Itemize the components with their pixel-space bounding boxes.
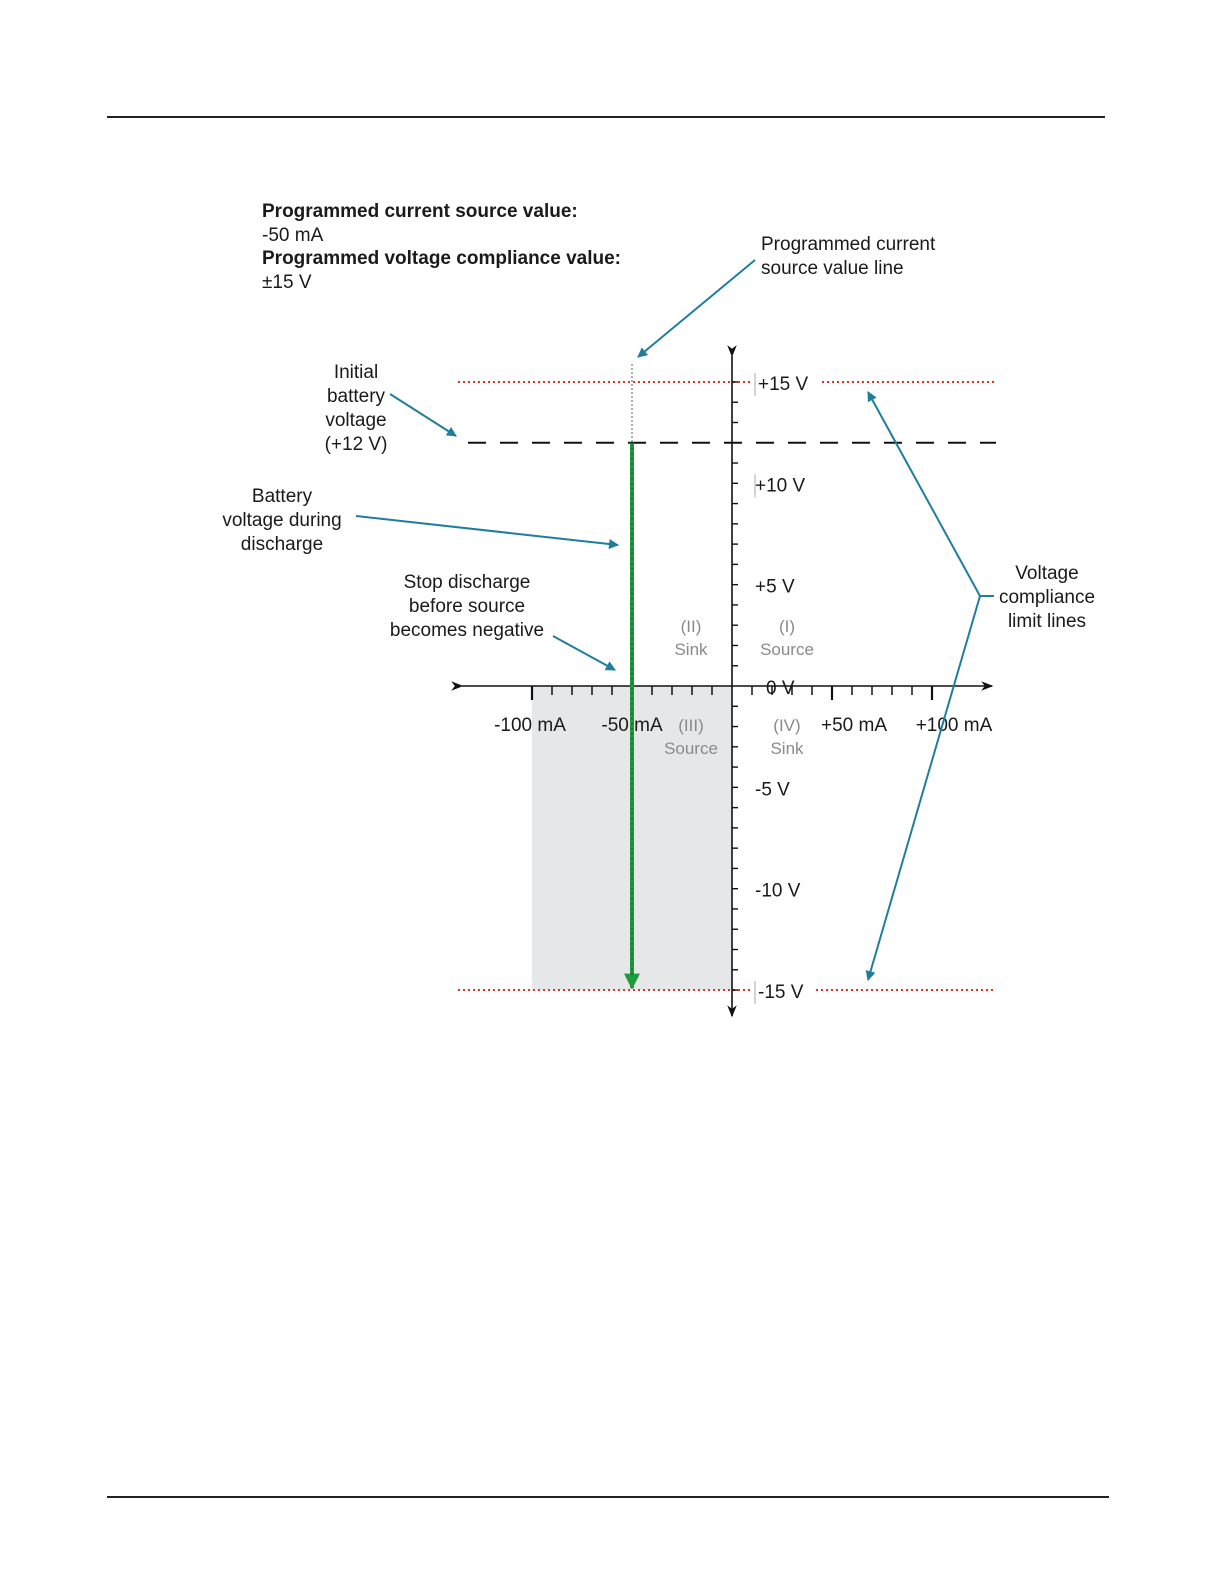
callout-line: Battery bbox=[251, 486, 313, 507]
x-tick-label: -50 mA bbox=[601, 715, 663, 736]
callout-line: limit lines bbox=[1007, 611, 1087, 632]
quadrant-iv-mode: Sink bbox=[770, 739, 804, 758]
callout-line: (+12 V) bbox=[324, 434, 388, 455]
callout-line: Voltage bbox=[1015, 563, 1079, 584]
quadrant-label-ii bbox=[674, 617, 708, 659]
x-tick-label: -100 mA bbox=[494, 715, 566, 736]
callout-line: source value line bbox=[761, 258, 904, 279]
callout-line: voltage during bbox=[222, 510, 342, 531]
y-tick-label: 0 V bbox=[766, 678, 795, 699]
quadrant-label-iv bbox=[770, 716, 804, 758]
quadrant-iv-number: (IV) bbox=[773, 716, 801, 735]
y-tick-label: +10 V bbox=[755, 475, 806, 497]
callout-initial-voltage bbox=[325, 362, 388, 455]
arrow-to-initial-voltage bbox=[390, 394, 456, 436]
callout-line: compliance bbox=[998, 587, 1096, 608]
footer-rule bbox=[107, 1496, 1109, 1498]
y-tick-label: +5 V bbox=[755, 576, 795, 598]
callout-line: Stop discharge bbox=[403, 572, 531, 593]
callout-stop-discharge bbox=[390, 572, 544, 641]
y-tick-label: -5 V bbox=[755, 779, 790, 801]
quadrant-i-mode: Source bbox=[760, 640, 814, 659]
quadrant-ii-number: (II) bbox=[680, 617, 702, 636]
callout-line: becomes negative bbox=[389, 620, 545, 641]
callout-line: Initial bbox=[333, 362, 379, 383]
callout-line: battery bbox=[326, 386, 386, 407]
quadrant-iii-number: (III) bbox=[678, 716, 704, 735]
arrow-to-discharge-path bbox=[356, 516, 618, 545]
y-tick-label: -10 V bbox=[755, 880, 801, 902]
arrow-to-stop-point bbox=[553, 636, 615, 670]
x-tick-label: +50 mA bbox=[820, 715, 888, 736]
callout-line: before source bbox=[408, 596, 526, 617]
y-tick-label: -15 V bbox=[758, 982, 804, 1004]
callout-line: voltage bbox=[325, 410, 387, 431]
callout-battery-discharge bbox=[222, 486, 341, 555]
callout-line: discharge bbox=[240, 534, 324, 555]
arrow-to-upper-compliance bbox=[868, 392, 980, 596]
compliance-value: ±15 V bbox=[262, 271, 312, 293]
callout-line: Programmed current bbox=[761, 234, 936, 255]
callout-compliance-lines bbox=[999, 563, 1095, 632]
y-tick-label: +15 V bbox=[758, 373, 809, 395]
quadrant-ii-mode: Sink bbox=[674, 640, 708, 659]
arrow-to-lower-compliance bbox=[868, 596, 980, 980]
x-tick-label: +100 mA bbox=[915, 715, 993, 736]
quadrant-iii-mode: Source bbox=[664, 739, 718, 758]
quadrant-i-number: (I) bbox=[778, 617, 796, 636]
arrow-to-programmed-line bbox=[638, 260, 755, 357]
current-source-label: Programmed current source value: bbox=[262, 201, 578, 222]
callout-programmed-line bbox=[761, 234, 936, 279]
current-source-value: -50 mA bbox=[262, 224, 324, 246]
quadrant-label-i bbox=[760, 617, 814, 659]
compliance-label: Programmed voltage compliance value: bbox=[262, 248, 622, 269]
